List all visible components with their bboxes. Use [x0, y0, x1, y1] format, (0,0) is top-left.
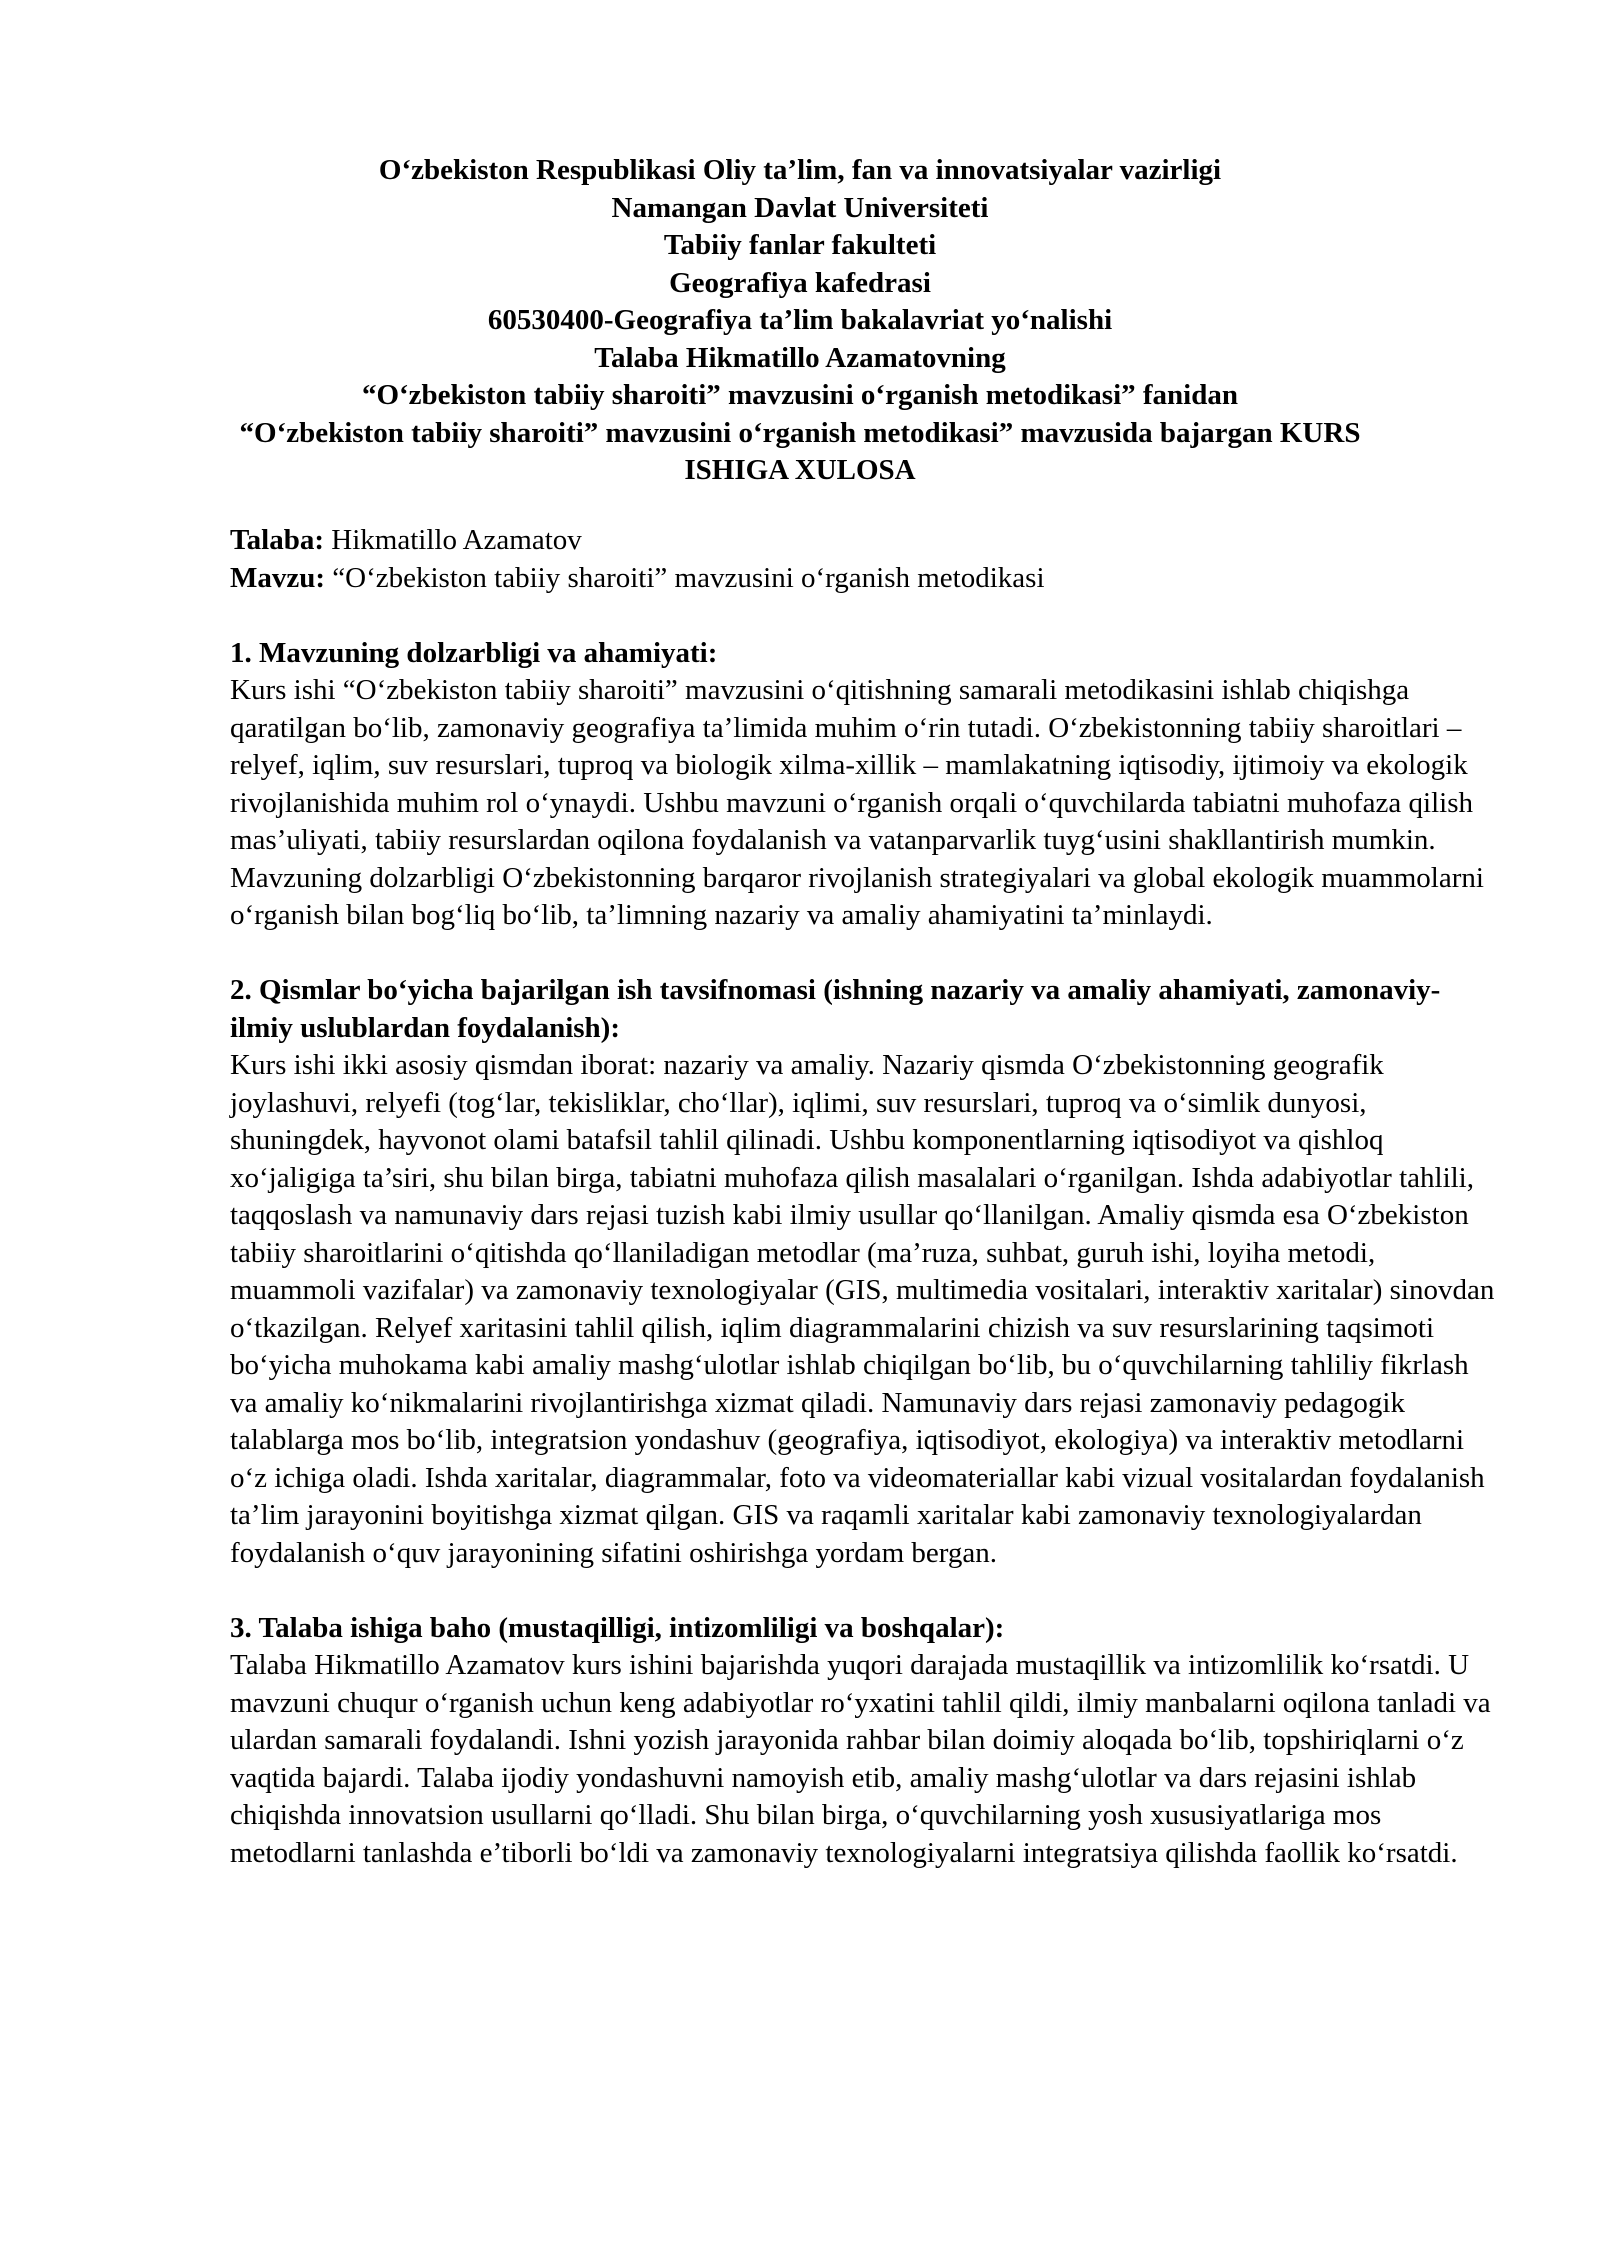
faculty-line: Tabiiy fanlar fakulteti	[663, 229, 937, 261]
topic-label: Mavzu:	[230, 561, 326, 594]
section-description	[230, 972, 1500, 1572]
university-line: Namangan Davlat Universiteti	[611, 191, 989, 224]
subject-line: “O‘zbekiston tabiiy sharoiti” mavzusini o‘rganish metodikasi” fanidan	[361, 379, 1239, 411]
ministry-line: O‘zbekiston Respublikasi Oliy ta’lim, fan va innovatsiyalar vazirligi	[378, 154, 1222, 186]
section-relevance	[230, 635, 1500, 935]
topic-value: “O‘zbekiston tabiiy sharoiti” mavzusini o‘rganish metodikasi	[325, 561, 1045, 594]
student-info	[230, 522, 1500, 560]
section-body: Kurs ishi “O‘zbekiston tabiiy sharoiti” mavzusini o‘qitishning samarali metodikasini ishlab chiqishga qaratilgan bo‘lib, zamonaviy geografiya ta’limida muhim o‘rin tutadi. O‘zbekistonning tabiiy sharoitlari – relyef, iqlim, suv resurslari, tuproq va biologik xilma-xillik – mamlakatning iqtisodiy, ijtimoiy va ekologik rivojlanishida muhim rol o‘ynaydi. Ushbu mavzuni o‘rganish orqali o‘quvchilarda tabiatni muhofaza qilish mas’uliyati, tabiiy resurslardan oqilona foydalanish va vatanparvarlik tuyg‘usini shakllantirish mumkin. Mavzuning dolzarbligi O‘zbekistonning barqaror rivojlanish strategiyalari va global ekologik muammolarni o‘rganish bilan bog‘liq bo‘lib, ta’limning nazariy va amaliy ahamiyatini ta’minlaydi.	[230, 674, 1484, 931]
student-name: Hikmatillo Azamatov	[324, 524, 582, 556]
section-title: 3. Talaba ishiga baho (mustaqilligi, intizomliligi va boshqalar):	[230, 1611, 1005, 1644]
department-line: Geografiya kafedrasi	[669, 266, 931, 299]
document-header	[200, 152, 1400, 490]
section-body: Talaba Hikmatillo Azamatov kurs ishini bajarishda yuqori darajada mustaqillik va intizomlilik ko‘rsatdi. U mavzuni chuqur o‘rganish uchun keng adabiyotlar ro‘yxatini tahlil qildi, ilmiy manbalarni oqilona tanladi va ulardan samarali foydalandi. Ishni yozish jarayonida rahbar bilan doimiy aloqada bo‘lib, topshiriqlarni o‘z vaqtida bajardi. Talaba ijodiy yondashuvni namoyish etib, amaliy mashg‘ulotlar va dars rejasini ishlab chiqishda innovatsion usullarni qo‘lladi. Shu bilan birga, o‘quvchilarning yosh xususiyatlariga mos metodlarni tanlashda e’tiborli bo‘ldi va zamonaviy texnologiyalarni integratsiya qilishda faollik ko‘rsatdi.	[230, 1649, 1491, 1869]
document-title: “O‘zbekiston tabiiy sharoiti” mavzusini o‘rganish metodikasi” mavzusida bajargan KURS ISHIGA XULOSA	[239, 416, 1361, 486]
section-title: 2. Qismlar bo‘yicha bajarilgan ish tavsifnomasi (ishning nazariy va amaliy ahamiyati, zamonaviy-ilmiy uslublardan foydalanish):	[230, 974, 1441, 1044]
topic-info	[230, 560, 1500, 598]
program-line: 60530400-Geografiya ta’lim bakalavriat yo‘nalishi	[487, 304, 1113, 336]
student-label: Talaba:	[230, 524, 325, 556]
section-body: Kurs ishi ikki asosiy qismdan iborat: nazariy va amaliy. Nazariy qismda O‘zbekistonning geografik joylashuvi, relyefi (tog‘lar, tekisliklar, cho‘llar), iqlimi, suv resurslari, tuproq va o‘simlik dunyosi, shuningdek, hayvonot olami batafsil tahlil qilinadi. Ushbu komponentlarning iqtisodiyot va qishloq xo‘jaligiga ta’siri, shu bilan birga, tabiatni muhofaza qilish masalalari o‘rganilgan. Ishda adabiyotlar tahlili, taqqoslash va namunaviy dars rejasi tuzish kabi ilmiy usullar qo‘llanilgan. Amaliy qismda esa O‘zbekiston tabiiy sharoitlarini o‘qitishda qo‘llaniladigan metodlar (ma’ruza, suhbat, guruh ishi, loyiha metodi, muammoli vazifalar) va zamonaviy texnologiyalar (GIS, multimedia vositalari, interaktiv xaritalar) sinovdan o‘tkazilgan. Relyef xaritasini tahlil qilish, iqlim diagrammalarini chizish va suv resurslarining taqsimoti bo‘yicha muhokama kabi amaliy mashg‘ulotlar ishlab chiqilgan bo‘lib, bu o‘quvchilarning tahliliy fikrlash va amaliy ko‘nikmalarini rivojlantirishga xizmat qiladi. Namunaviy dars rejasi zamonaviy pedagogik talablarga mos bo‘lib, integratsion yondashuv (geografiya, iqtisodiyot, ekologiya) va interaktiv metodlarni o‘z ichiga oladi. Ishda xaritalar, diagrammalar, foto va videomateriallar kabi vizual vositalardan foydalanish ta’lim jarayonini boyitishga xizmat qilgan. GIS va raqamli xaritalar kabi zamonaviy texnologiyalardan foydalanish o‘quv jarayonining sifatini oshirishga yordam bergan.	[230, 1049, 1495, 1569]
section-evaluation	[230, 1610, 1500, 1873]
section-title: 1. Mavzuning dolzarbligi va ahamiyati:	[230, 636, 718, 669]
document-body	[230, 522, 1500, 1872]
student-line: Talaba Hikmatillo Azamatovning	[594, 341, 1006, 374]
